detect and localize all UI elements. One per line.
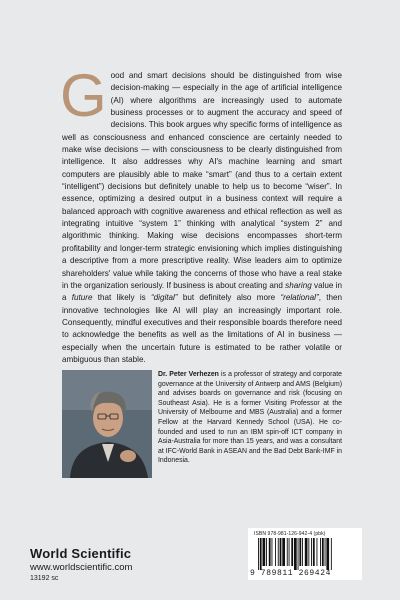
blurb-emphasis-future: future: [71, 293, 93, 303]
barcode-icon: [256, 538, 356, 570]
publisher-block: [30, 546, 132, 582]
barcode-bar: [258, 538, 259, 570]
author-bio: [158, 370, 342, 466]
author-bio-text: is a professor of strategy and corporate governance at the University of Antwerp and AMS (Belgium) and advises boards on governance and risk (focusing on Southeast Asia). He is a former Visiting Professor at the University of Melbourne and MBS (Australia) and a former Fellow at the Harvard Kennedy School (USA). He co-founded and used to run an IBM spin-off ICT company in Asia-Australia for more than 15 years, and was a consultant at IFC-World Bank in ASEAN and the Bad Debt Bank-IMF in Indonesia.: [158, 371, 342, 465]
barcode-bar: [305, 538, 308, 566]
blurb-part-4: but definitely also more: [177, 293, 281, 303]
barcode-bar: [278, 538, 279, 566]
product-code: 13192 sc: [30, 575, 59, 582]
barcode-bar: [331, 538, 332, 570]
blurb-emphasis-sharing: sharing: [285, 280, 312, 290]
barcode-bar: [269, 538, 271, 566]
drop-cap: G: [60, 62, 107, 129]
barcode-bar: [311, 538, 312, 566]
blurb-text: [60, 62, 342, 366]
barcode-bar: [317, 538, 318, 566]
isbn-label: ISBN 978-981-126-942-4 (pbk): [254, 531, 326, 537]
barcode-bar: [294, 538, 297, 570]
barcode-bar: [302, 538, 303, 566]
author-portrait-icon: [62, 370, 152, 478]
blurb-part-2: value in a: [62, 280, 342, 303]
barcode-bar: [313, 538, 315, 566]
barcode-bar: [263, 538, 266, 566]
barcode-bar: [291, 538, 293, 566]
barcode-bar: [260, 538, 262, 570]
blurb-emphasis-relational: “relational”: [280, 293, 319, 303]
publisher-name: World Scientific: [30, 546, 132, 561]
blurb-part-3: that likely is: [92, 293, 151, 303]
barcode-digits: 9 789811 269424: [250, 569, 332, 578]
blurb-emphasis-digital: “digital”: [150, 293, 178, 303]
barcode-bar: [280, 538, 282, 566]
isbn-barcode-box: [248, 528, 362, 580]
author-name: Dr. Peter Verhezen: [158, 371, 219, 378]
barcode-bar: [325, 538, 326, 566]
barcode-bar: [320, 538, 321, 566]
barcode-bar: [326, 538, 329, 570]
barcode-bar: [308, 538, 309, 566]
blurb-part-1: ood and smart decisions should be distinguished from wise decision-making — especially in the age of artificial intelligence (AI) where algorithms are increasingly used to automate business processes or to augment the accuracy and speed of decisions. This book argues why specific forms of intelligence as well as consciousness and enhanced conscience are certainly needed to make wise decisions — with consciousness to be clearly distinguished from intelligence. It also addresses why AI's machine learning and smart computers are plausibly able to make “smart” (and thus to a certain extent “intelligent”) decisions but definitely unable to help us to become “wiser”. In essence, optimizing a desired output in a business context will require a balanced approach with cognitive awareness and ethical reflection as well as integrating intuitive “system 1” thinking with analytical “system 2” and algorithmic thinking. Making wise decisions encompasses short-term profitability and longer-term strategic envisioning which implies distinguishing a descriptive from a more prescriptive reality. Wise leaders aim to optimize shareholders' value while taking the concerns of those who have a real stake in the organization seriously. If business is about creating and: [62, 71, 342, 290]
barcode-bar: [287, 538, 288, 566]
barcode-bar: [289, 538, 290, 566]
barcode-bar: [266, 538, 267, 566]
barcode-bar: [282, 538, 285, 566]
blurb-part-5: , then innovative technologies like AI will play an increasingly important role. Consequently, mindful executives and their responsible boards therefore need to acknowledge the benefits as well as the limitations of AI in business — especially when the uncertain future is estimated to be rather volatile or ambiguous than stable.: [62, 293, 342, 364]
barcode-bar: [272, 538, 273, 566]
author-photo: [62, 370, 152, 478]
publisher-url: www.worldscientific.com: [30, 562, 133, 573]
barcode-bar: [299, 538, 301, 566]
barcode-bar: [275, 538, 276, 566]
barcode-bar: [322, 538, 324, 566]
barcode-bar: [298, 538, 299, 570]
